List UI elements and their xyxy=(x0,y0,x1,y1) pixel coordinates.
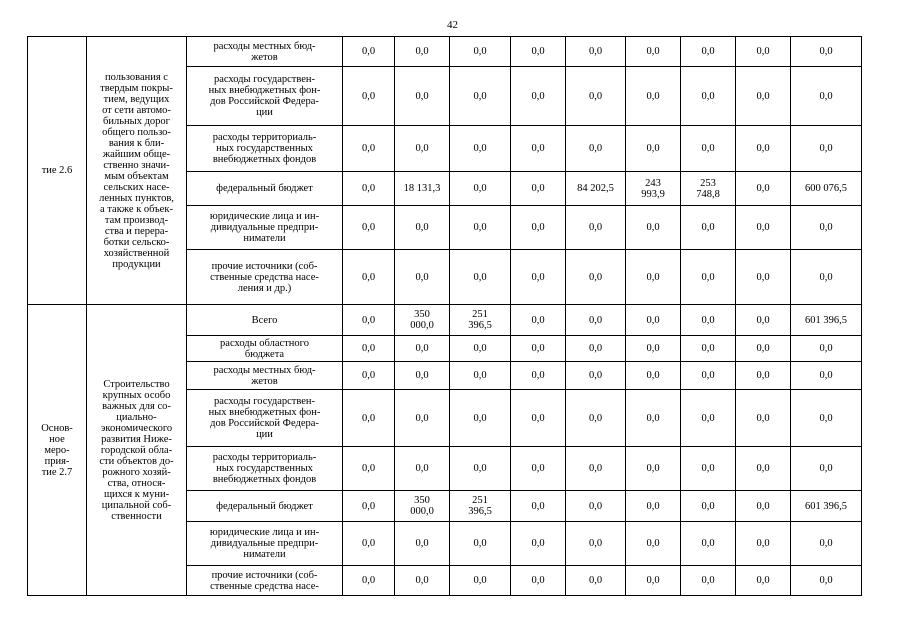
event-label-cell: Основ- ное меро- прия- тие 2.7 xyxy=(28,305,87,596)
funding-source-cell: юридические лица и ин- дивидуальные предпри- ниматели xyxy=(187,206,343,250)
value-cell: 0,0 xyxy=(791,362,862,390)
value-cell: 0,0 xyxy=(736,305,791,336)
value-cell: 0,0 xyxy=(626,126,681,172)
value-cell: 0,0 xyxy=(626,67,681,126)
value-cell: 0,0 xyxy=(626,390,681,447)
value-cell: 0,0 xyxy=(791,336,862,362)
value-cell: 0,0 xyxy=(511,305,566,336)
value-cell: 0,0 xyxy=(566,390,626,447)
value-cell: 0,0 xyxy=(343,37,395,67)
value-cell: 0,0 xyxy=(736,250,791,305)
value-cell: 0,0 xyxy=(681,250,736,305)
value-cell: 0,0 xyxy=(395,67,450,126)
funding-table xyxy=(27,36,862,596)
funding-source-cell: прочие источники (соб- ственные средства насе- ления и др.) xyxy=(187,250,343,305)
value-cell: 0,0 xyxy=(343,126,395,172)
value-cell: 0,0 xyxy=(736,447,791,491)
value-cell: 0,0 xyxy=(736,172,791,206)
funding-source-cell: Всего xyxy=(187,305,343,336)
value-cell: 0,0 xyxy=(681,491,736,522)
value-cell: 253 748,8 xyxy=(681,172,736,206)
page-number: 42 xyxy=(447,19,458,31)
value-cell: 0,0 xyxy=(566,447,626,491)
value-cell: 0,0 xyxy=(511,522,566,566)
value-cell: 0,0 xyxy=(450,250,511,305)
value-cell: 0,0 xyxy=(681,566,736,596)
funding-source-cell: расходы государствен- ных внебюджетных фон- дов Российской Федера- ции xyxy=(187,390,343,447)
value-cell: 0,0 xyxy=(791,390,862,447)
value-cell: 0,0 xyxy=(736,67,791,126)
funding-source-cell: расходы областного бюджета xyxy=(187,336,343,362)
funding-source-cell: расходы территориаль- ных государственных внебюджетных фондов xyxy=(187,126,343,172)
value-cell: 601 396,5 xyxy=(791,491,862,522)
event-label-cell: тие 2.6 xyxy=(28,37,87,305)
value-cell: 0,0 xyxy=(791,566,862,596)
value-cell: 0,0 xyxy=(626,522,681,566)
value-cell: 0,0 xyxy=(736,37,791,67)
value-cell: 0,0 xyxy=(736,336,791,362)
event-description-cell: пользования с твердым покры- тием, ведущих от сети автомо- бильных дорог общего пользо- вания к бли- жайшим обще- ственно значи- мым объектам сельских насе- ленных пунктов, а также к объек- там производ- ства и перера- ботки сельско- хозяйственной продукции xyxy=(87,37,187,305)
value-cell: 0,0 xyxy=(681,305,736,336)
value-cell: 0,0 xyxy=(681,336,736,362)
value-cell: 0,0 xyxy=(626,206,681,250)
funding-source-cell: расходы местных бюд- жетов xyxy=(187,37,343,67)
event-description-cell: Строительство крупных особо важных для со- циально- экономического развития Ниже- городской обла- сти объектов до- рожного хозяй- ства, относя- щихся к муни- ципальной соб- ственности xyxy=(87,305,187,596)
value-cell: 0,0 xyxy=(343,250,395,305)
value-cell: 0,0 xyxy=(681,126,736,172)
value-cell: 0,0 xyxy=(395,447,450,491)
value-cell: 0,0 xyxy=(395,336,450,362)
funding-source-cell: расходы местных бюд- жетов xyxy=(187,362,343,390)
value-cell: 0,0 xyxy=(736,566,791,596)
value-cell: 0,0 xyxy=(566,37,626,67)
value-cell: 0,0 xyxy=(343,390,395,447)
value-cell: 84 202,5 xyxy=(566,172,626,206)
value-cell: 0,0 xyxy=(343,491,395,522)
value-cell: 0,0 xyxy=(566,336,626,362)
value-cell: 0,0 xyxy=(511,172,566,206)
value-cell: 601 396,5 xyxy=(791,305,862,336)
value-cell: 0,0 xyxy=(395,566,450,596)
value-cell: 0,0 xyxy=(450,67,511,126)
value-cell: 0,0 xyxy=(566,250,626,305)
value-cell: 0,0 xyxy=(791,67,862,126)
funding-source-cell: федеральный бюджет xyxy=(187,491,343,522)
value-cell: 251 396,5 xyxy=(450,305,511,336)
value-cell: 0,0 xyxy=(566,491,626,522)
value-cell: 0,0 xyxy=(450,362,511,390)
value-cell: 0,0 xyxy=(450,566,511,596)
value-cell: 0,0 xyxy=(343,362,395,390)
value-cell: 0,0 xyxy=(511,447,566,491)
value-cell: 0,0 xyxy=(343,172,395,206)
value-cell: 0,0 xyxy=(791,206,862,250)
value-cell: 0,0 xyxy=(343,305,395,336)
value-cell: 0,0 xyxy=(736,362,791,390)
funding-source-cell: прочие источники (соб- ственные средства насе- xyxy=(187,566,343,596)
value-cell: 0,0 xyxy=(511,491,566,522)
funding-source-cell: расходы государствен- ных внебюджетных фон- дов Российской Федера- ции xyxy=(187,67,343,126)
value-cell: 0,0 xyxy=(395,250,450,305)
value-cell: 0,0 xyxy=(681,522,736,566)
value-cell: 0,0 xyxy=(626,566,681,596)
value-cell: 0,0 xyxy=(450,126,511,172)
value-cell: 0,0 xyxy=(450,447,511,491)
value-cell: 0,0 xyxy=(395,37,450,67)
value-cell: 18 131,3 xyxy=(395,172,450,206)
value-cell: 0,0 xyxy=(736,206,791,250)
value-cell: 0,0 xyxy=(791,250,862,305)
value-cell: 0,0 xyxy=(395,522,450,566)
value-cell: 0,0 xyxy=(626,362,681,390)
value-cell: 0,0 xyxy=(511,37,566,67)
value-cell: 0,0 xyxy=(343,447,395,491)
value-cell: 350 000,0 xyxy=(395,305,450,336)
value-cell: 0,0 xyxy=(626,491,681,522)
value-cell: 0,0 xyxy=(511,390,566,447)
value-cell: 0,0 xyxy=(343,67,395,126)
value-cell: 0,0 xyxy=(681,67,736,126)
value-cell: 0,0 xyxy=(566,362,626,390)
value-cell: 0,0 xyxy=(566,67,626,126)
value-cell: 0,0 xyxy=(450,390,511,447)
value-cell: 0,0 xyxy=(450,172,511,206)
value-cell: 0,0 xyxy=(791,447,862,491)
value-cell: 0,0 xyxy=(511,566,566,596)
value-cell: 0,0 xyxy=(626,336,681,362)
table-row xyxy=(28,37,862,67)
value-cell: 0,0 xyxy=(450,336,511,362)
value-cell: 251 396,5 xyxy=(450,491,511,522)
value-cell: 0,0 xyxy=(736,126,791,172)
value-cell: 0,0 xyxy=(511,67,566,126)
value-cell: 0,0 xyxy=(450,206,511,250)
value-cell: 0,0 xyxy=(395,126,450,172)
value-cell: 0,0 xyxy=(736,390,791,447)
value-cell: 0,0 xyxy=(511,362,566,390)
value-cell: 600 076,5 xyxy=(791,172,862,206)
value-cell: 0,0 xyxy=(681,447,736,491)
value-cell: 0,0 xyxy=(681,37,736,67)
value-cell: 0,0 xyxy=(566,305,626,336)
value-cell: 0,0 xyxy=(566,522,626,566)
value-cell: 0,0 xyxy=(511,206,566,250)
value-cell: 0,0 xyxy=(566,206,626,250)
value-cell: 0,0 xyxy=(626,447,681,491)
table-row xyxy=(28,305,862,336)
value-cell: 0,0 xyxy=(566,126,626,172)
value-cell: 0,0 xyxy=(681,362,736,390)
value-cell: 243 993,9 xyxy=(626,172,681,206)
value-cell: 0,0 xyxy=(626,305,681,336)
value-cell: 0,0 xyxy=(343,206,395,250)
value-cell: 0,0 xyxy=(626,250,681,305)
value-cell: 0,0 xyxy=(395,362,450,390)
value-cell: 0,0 xyxy=(626,37,681,67)
value-cell: 0,0 xyxy=(395,206,450,250)
value-cell: 0,0 xyxy=(791,37,862,67)
value-cell: 0,0 xyxy=(681,390,736,447)
value-cell: 0,0 xyxy=(343,336,395,362)
value-cell: 0,0 xyxy=(343,522,395,566)
value-cell: 0,0 xyxy=(791,126,862,172)
funding-source-cell: федеральный бюджет xyxy=(187,172,343,206)
value-cell: 0,0 xyxy=(450,37,511,67)
value-cell: 0,0 xyxy=(791,522,862,566)
value-cell: 350 000,0 xyxy=(395,491,450,522)
value-cell: 0,0 xyxy=(511,126,566,172)
value-cell: 0,0 xyxy=(395,390,450,447)
value-cell: 0,0 xyxy=(566,566,626,596)
value-cell: 0,0 xyxy=(736,491,791,522)
value-cell: 0,0 xyxy=(511,250,566,305)
value-cell: 0,0 xyxy=(681,206,736,250)
value-cell: 0,0 xyxy=(343,566,395,596)
value-cell: 0,0 xyxy=(736,522,791,566)
funding-source-cell: юридические лица и ин- дивидуальные предпри- ниматели xyxy=(187,522,343,566)
funding-source-cell: расходы территориаль- ных государственных внебюджетных фондов xyxy=(187,447,343,491)
value-cell: 0,0 xyxy=(511,336,566,362)
value-cell: 0,0 xyxy=(450,522,511,566)
